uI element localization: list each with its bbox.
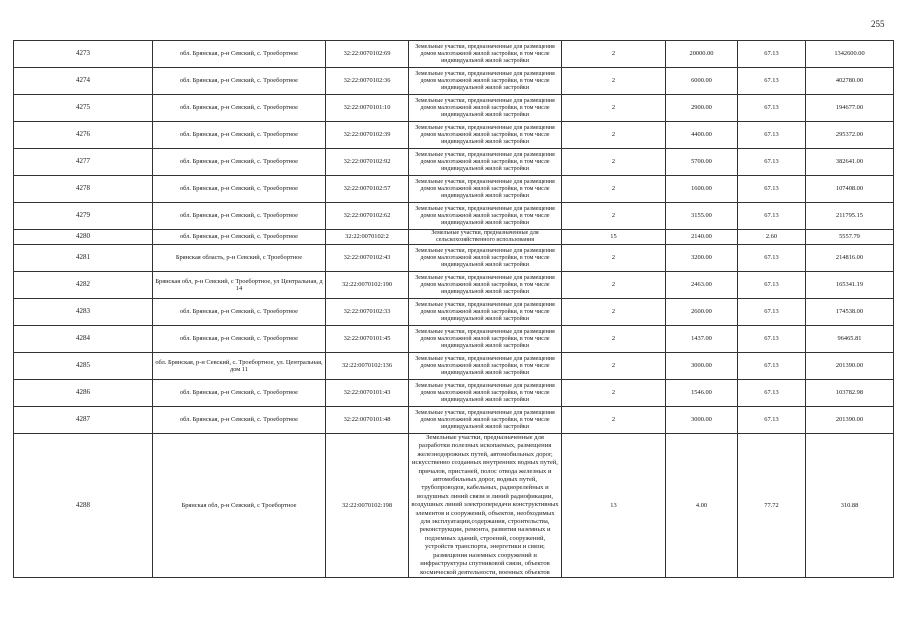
cadastral-value-cell: 107408.00 <box>806 176 894 203</box>
group-number-cell: 2 <box>562 68 666 95</box>
land-registry-table <box>13 40 894 578</box>
row-number: 4284 <box>14 326 153 353</box>
cadastral-number-cell: 32:22:0070101:48 <box>326 407 409 434</box>
table-row <box>14 434 894 578</box>
group-number-cell: 2 <box>562 380 666 407</box>
area-cell: 3000.00 <box>666 353 738 380</box>
address-cell: Брянская обл, р-н Севский, с Троебортное <box>153 434 326 578</box>
land-use-cell: Земельные участки, предназначенные для размещения домов малоэтажной жилой застройки, в том числе индивидуальной жилой застройки <box>409 245 562 272</box>
cadastral-number-cell: 32:22:0070102:33 <box>326 299 409 326</box>
address-cell: обл. Брянская, р-н Севский, с. Троебортное <box>153 122 326 149</box>
group-number-cell: 2 <box>562 326 666 353</box>
land-use-cell: Земельные участки, предназначенные для размещения домов малоэтажной жилой застройки, в том числе индивидуальной жилой застройки <box>409 272 562 299</box>
row-number: 4273 <box>14 41 153 68</box>
specific-value-cell: 67.13 <box>738 122 806 149</box>
table-row <box>14 68 894 95</box>
specific-value-cell: 67.13 <box>738 380 806 407</box>
specific-value-cell: 77.72 <box>738 434 806 578</box>
group-number-cell: 2 <box>562 203 666 230</box>
group-number-cell: 2 <box>562 407 666 434</box>
group-number-cell: 2 <box>562 272 666 299</box>
cadastral-number-cell: 32:22:0070102:43 <box>326 245 409 272</box>
cadastral-number-cell: 32:22:0070102:36 <box>326 68 409 95</box>
area-cell: 2900.00 <box>666 95 738 122</box>
cadastral-number-cell: 32:22:0070101:45 <box>326 326 409 353</box>
specific-value-cell: 67.13 <box>738 407 806 434</box>
cadastral-value-cell: 310.88 <box>806 434 894 578</box>
area-cell: 1546.00 <box>666 380 738 407</box>
table-row <box>14 41 894 68</box>
land-use-cell: Земельные участки, предназначенные для размещения домов малоэтажной жилой застройки, в том числе индивидуальной жилой застройки <box>409 380 562 407</box>
cadastral-number-cell: 32:22:0070102:190 <box>326 272 409 299</box>
specific-value-cell: 67.13 <box>738 299 806 326</box>
registry-body <box>14 41 894 578</box>
group-number-cell: 15 <box>562 230 666 245</box>
area-cell: 1437.00 <box>666 326 738 353</box>
table-row <box>14 230 894 245</box>
group-number-cell: 2 <box>562 122 666 149</box>
area-cell: 5700.00 <box>666 149 738 176</box>
area-cell: 6000.00 <box>666 68 738 95</box>
land-use-cell: Земельные участки, предназначенные для размещения домов малоэтажной жилой застройки, в том числе индивидуальной жилой застройки <box>409 149 562 176</box>
address-cell: обл. Брянская, р-н Севский, с. Троебортное, ул. Центральная, дом 11 <box>153 353 326 380</box>
cadastral-number-cell: 32:22:0070102:2 <box>326 230 409 245</box>
land-use-cell: Земельные участки, предназначенные для размещения домов малоэтажной жилой застройки, в том числе индивидуальной жилой застройки <box>409 122 562 149</box>
address-cell: обл. Брянская, р-н Севский, с. Троебортное <box>153 203 326 230</box>
specific-value-cell: 67.13 <box>738 353 806 380</box>
specific-value-cell: 2.60 <box>738 230 806 245</box>
row-number: 4281 <box>14 245 153 272</box>
address-cell: Брянская область, р-н Севский, с Троебортное <box>153 245 326 272</box>
cadastral-value-cell: 194677.00 <box>806 95 894 122</box>
area-cell: 4400.00 <box>666 122 738 149</box>
land-use-cell: Земельные участки, предназначенные для размещения домов малоэтажной жилой застройки, в том числе индивидуальной жилой застройки <box>409 407 562 434</box>
group-number-cell: 2 <box>562 245 666 272</box>
area-cell: 2463.00 <box>666 272 738 299</box>
row-number: 4288 <box>14 434 153 578</box>
specific-value-cell: 67.13 <box>738 41 806 68</box>
table-row <box>14 407 894 434</box>
address-cell: обл. Брянская, р-н Севский, с. Троебортное <box>153 380 326 407</box>
row-number: 4278 <box>14 176 153 203</box>
table-row <box>14 299 894 326</box>
cadastral-value-cell: 382641.00 <box>806 149 894 176</box>
land-use-cell: Земельные участки, предназначенные для сельскохозяйственного использования <box>409 230 562 245</box>
table-row <box>14 380 894 407</box>
group-number-cell: 2 <box>562 41 666 68</box>
area-cell: 3000.00 <box>666 407 738 434</box>
cadastral-value-cell: 1342600.00 <box>806 41 894 68</box>
table-row <box>14 203 894 230</box>
address-cell: обл. Брянская, р-н Севский, с. Троебортное <box>153 299 326 326</box>
row-number: 4287 <box>14 407 153 434</box>
group-number-cell: 2 <box>562 299 666 326</box>
land-use-cell: Земельные участки, предназначенные для размещения домов малоэтажной жилой застройки, в том числе индивидуальной жилой застройки <box>409 203 562 230</box>
cadastral-number-cell: 32:22:0070102:39 <box>326 122 409 149</box>
address-cell: Брянская обл, р-н Севский, с Троебортное, ул Центральная, д 14 <box>153 272 326 299</box>
row-number: 4275 <box>14 95 153 122</box>
row-number: 4276 <box>14 122 153 149</box>
cadastral-number-cell: 32:22:0070102:62 <box>326 203 409 230</box>
land-use-cell: Земельные участки, предназначенные для размещения домов малоэтажной жилой застройки, в том числе индивидуальной жилой застройки <box>409 299 562 326</box>
land-use-cell: Земельные участки, предназначенные для размещения домов малоэтажной жилой застройки, в том числе индивидуальной жилой застройки <box>409 326 562 353</box>
cadastral-number-cell: 32:22:0070102:136 <box>326 353 409 380</box>
area-cell: 1600.00 <box>666 176 738 203</box>
group-number-cell: 2 <box>562 95 666 122</box>
row-number: 4279 <box>14 203 153 230</box>
specific-value-cell: 67.13 <box>738 176 806 203</box>
cadastral-value-cell: 214816.00 <box>806 245 894 272</box>
cadastral-value-cell: 5557.79 <box>806 230 894 245</box>
address-cell: обл. Брянская, р-н Севский, с. Троебортное <box>153 95 326 122</box>
page-number: 255 <box>871 19 885 29</box>
specific-value-cell: 67.13 <box>738 272 806 299</box>
land-use-cell: Земельные участки, предназначенные для разработки полезных ископаемых, размещения железнодорожных путей, автомобильных дорог, искусственно созданных внутренних водных путей, причалов, пристаней, полос отвода железных и автомобильных дорог, водных путей, трубопроводов, кабельных, радиорелейных и воздушных линий связи и линий радиофикации, воздушных линий электропередачи конструктивных элементов и сооружений, объектов, необходимых для эксплуатации,содержания, строительства, реконструкции, ремонта, развития наземных и подземных зданий, строений, сооружений, устройств транспорта, энергетики и связи; размещения наземных сооружений и инфраструктуры спутниковой связи, объектов космической деятельности, военных объектов <box>409 434 562 578</box>
address-cell: обл. Брянская, р-н Севский, с. Троебортное <box>153 176 326 203</box>
row-number: 4282 <box>14 272 153 299</box>
group-number-cell: 2 <box>562 149 666 176</box>
cadastral-value-cell: 402780.00 <box>806 68 894 95</box>
table-row <box>14 95 894 122</box>
land-use-cell: Земельные участки, предназначенные для размещения домов малоэтажной жилой застройки, в том числе индивидуальной жилой застройки <box>409 68 562 95</box>
specific-value-cell: 67.13 <box>738 149 806 176</box>
specific-value-cell: 67.13 <box>738 326 806 353</box>
cadastral-number-cell: 32:22:0070102:198 <box>326 434 409 578</box>
specific-value-cell: 67.13 <box>738 203 806 230</box>
table-row <box>14 122 894 149</box>
land-use-cell: Земельные участки, предназначенные для размещения домов малоэтажной жилой застройки, в том числе индивидуальной жилой застройки <box>409 95 562 122</box>
area-cell: 3155.00 <box>666 203 738 230</box>
cadastral-number-cell: 32:22:0070101:43 <box>326 380 409 407</box>
table-row <box>14 149 894 176</box>
land-use-cell: Земельные участки, предназначенные для размещения домов малоэтажной жилой застройки, в том числе индивидуальной жилой застройки <box>409 41 562 68</box>
address-cell: обл. Брянская, р-н Севский, с. Троебортное <box>153 407 326 434</box>
cadastral-value-cell: 211795.15 <box>806 203 894 230</box>
address-cell: обл. Брянская, р-н Севский, с. Троебортное <box>153 68 326 95</box>
address-cell: обл. Брянская, р-н Севский, с. Троебортное <box>153 326 326 353</box>
area-cell: 20000.00 <box>666 41 738 68</box>
row-number: 4277 <box>14 149 153 176</box>
table-row <box>14 176 894 203</box>
specific-value-cell: 67.13 <box>738 68 806 95</box>
address-cell: обл. Брянская, р-н Севский, с. Троебортное <box>153 41 326 68</box>
cadastral-value-cell: 96465.81 <box>806 326 894 353</box>
cadastral-value-cell: 201390.00 <box>806 353 894 380</box>
group-number-cell: 2 <box>562 353 666 380</box>
specific-value-cell: 67.13 <box>738 245 806 272</box>
address-cell: обл. Брянская, р-н Севский, с. Троебортное <box>153 230 326 245</box>
area-cell: 2600.00 <box>666 299 738 326</box>
cadastral-number-cell: 32:22:0070102:92 <box>326 149 409 176</box>
area-cell: 2140.00 <box>666 230 738 245</box>
row-number: 4285 <box>14 353 153 380</box>
cadastral-value-cell: 295372.00 <box>806 122 894 149</box>
cadastral-number-cell: 32:22:0070102:69 <box>326 41 409 68</box>
table-row <box>14 326 894 353</box>
cadastral-value-cell: 103782.98 <box>806 380 894 407</box>
table-row <box>14 353 894 380</box>
land-use-cell: Земельные участки, предназначенные для размещения домов малоэтажной жилой застройки, в том числе индивидуальной жилой застройки <box>409 176 562 203</box>
row-number: 4283 <box>14 299 153 326</box>
cadastral-value-cell: 201390.00 <box>806 407 894 434</box>
group-number-cell: 2 <box>562 176 666 203</box>
address-cell: обл. Брянская, р-н Севский, с. Троебортное <box>153 149 326 176</box>
cadastral-value-cell: 165341.19 <box>806 272 894 299</box>
cadastral-value-cell: 174538.00 <box>806 299 894 326</box>
row-number: 4280 <box>14 230 153 245</box>
specific-value-cell: 67.13 <box>738 95 806 122</box>
group-number-cell: 13 <box>562 434 666 578</box>
row-number: 4274 <box>14 68 153 95</box>
land-use-cell: Земельные участки, предназначенные для размещения домов малоэтажной жилой застройки, в том числе индивидуальной жилой застройки <box>409 353 562 380</box>
area-cell: 3200.00 <box>666 245 738 272</box>
table-row <box>14 272 894 299</box>
cadastral-number-cell: 32:22:0070101:10 <box>326 95 409 122</box>
row-number: 4286 <box>14 380 153 407</box>
area-cell: 4.00 <box>666 434 738 578</box>
table-row <box>14 245 894 272</box>
cadastral-number-cell: 32:22:0070102:57 <box>326 176 409 203</box>
